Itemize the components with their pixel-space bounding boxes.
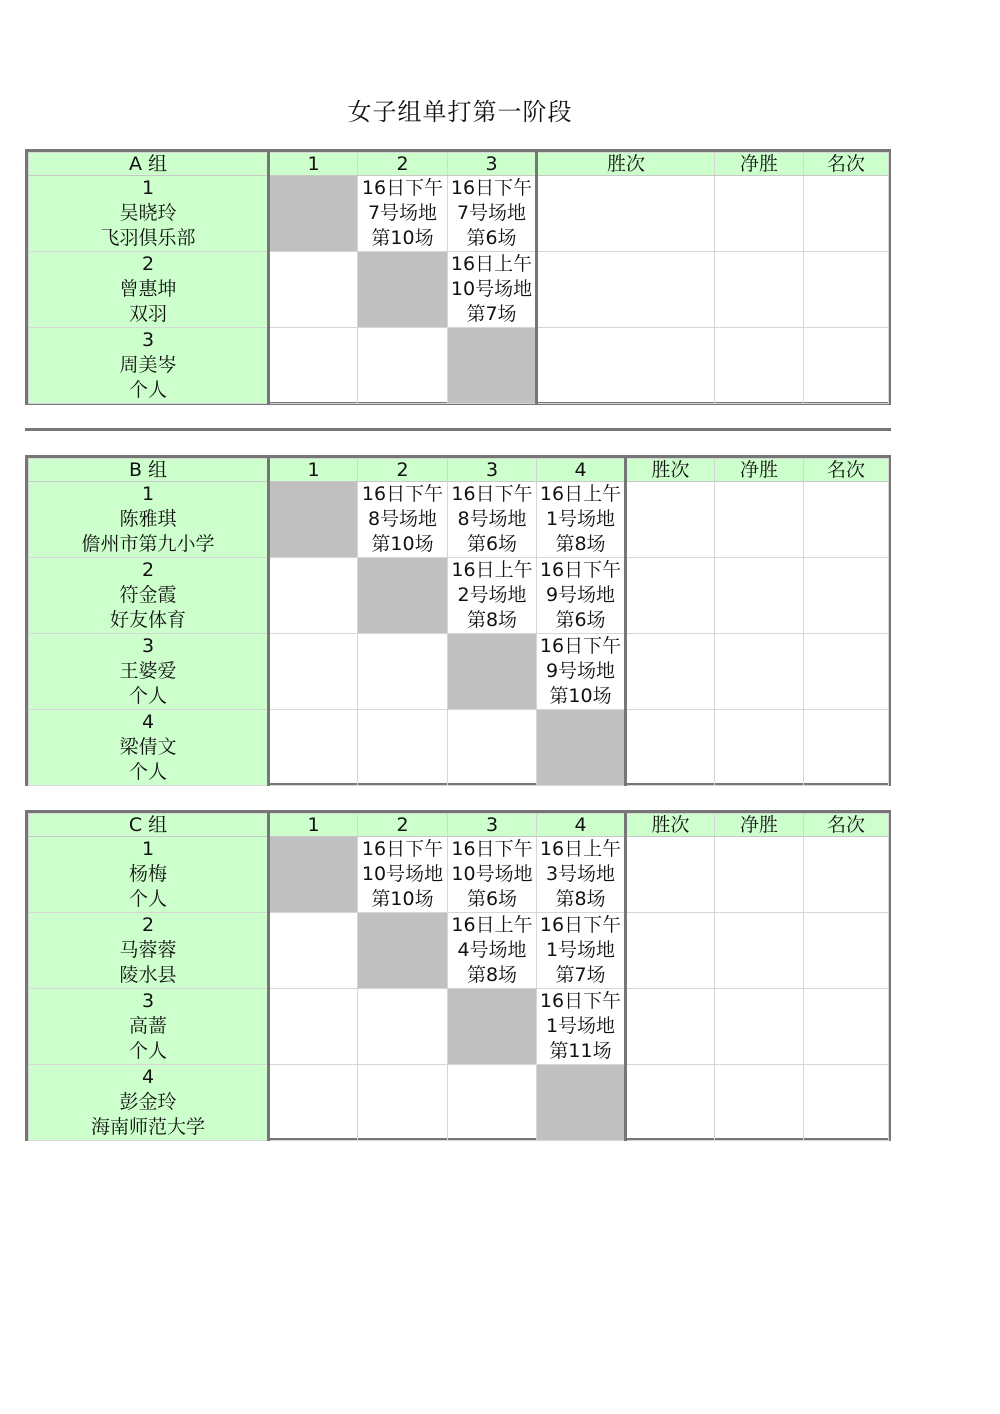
net-cell [715,710,804,786]
wins-cell [626,1065,715,1141]
group-label: C 组 [29,814,269,837]
wins-cell [537,328,715,404]
rank-cell [804,482,889,558]
rank-header: 名次 [804,814,889,837]
empty-cell [448,710,537,786]
match-cell: 16日下午 7号场地 第6场 [448,176,537,252]
diagonal-cell [269,482,358,558]
diagonal-cell [358,252,448,328]
col-header: 4 [537,814,626,837]
empty-cell [358,634,448,710]
rank-cell [804,176,889,252]
col-header: 3 [448,459,537,482]
col-header: 2 [358,814,448,837]
match-cell: 16日下午 10号场地 第6场 [448,837,537,913]
empty-cell [269,252,358,328]
net-cell [715,252,804,328]
page-title: 女子组单打第一阶段 [347,98,573,126]
net-header: 净胜 [715,459,804,482]
rank-header: 名次 [804,459,889,482]
separator-line [25,428,891,431]
net-cell [715,837,804,913]
player-cell: 3 高蔷 个人 [29,989,269,1065]
diagonal-cell [448,328,537,404]
match-cell: 16日上午 3号场地 第8场 [537,837,626,913]
empty-cell [358,989,448,1065]
col-header: 4 [537,459,626,482]
player-cell: 3 王婆爱 个人 [29,634,269,710]
net-header: 净胜 [715,153,804,176]
diagonal-cell [358,913,448,989]
net-cell [715,558,804,634]
group-c-table [25,810,891,1141]
match-cell: 16日下午 7号场地 第10场 [358,176,448,252]
rank-cell [804,558,889,634]
match-cell: 16日下午 9号场地 第10场 [537,634,626,710]
player-cell: 1 吴晓玲 飞羽俱乐部 [29,176,269,252]
player-cell: 4 彭金玲 海南师范大学 [29,1065,269,1141]
empty-cell [448,1065,537,1141]
col-header: 1 [269,459,358,482]
wins-cell [626,558,715,634]
empty-cell [269,1065,358,1141]
empty-cell [269,328,358,404]
match-cell: 16日下午 9号场地 第6场 [537,558,626,634]
empty-cell [269,634,358,710]
match-cell: 16日下午 1号场地 第11场 [537,989,626,1065]
empty-cell [269,913,358,989]
net-header: 净胜 [715,814,804,837]
player-cell: 2 曾惠坤 双羽 [29,252,269,328]
player-cell: 1 杨梅 个人 [29,837,269,913]
wins-header: 胜次 [626,814,715,837]
group-b-table [25,455,891,786]
player-cell: 3 周美岑 个人 [29,328,269,404]
player-cell: 2 马蓉蓉 陵水县 [29,913,269,989]
net-cell [715,913,804,989]
net-cell [715,634,804,710]
wins-cell [626,710,715,786]
empty-cell [358,328,448,404]
group-label: A 组 [29,153,269,176]
empty-cell [358,710,448,786]
diagonal-cell [537,710,626,786]
diagonal-cell [448,989,537,1065]
rank-cell [804,837,889,913]
player-cell: 1 陈雅琪 儋州市第九小学 [29,482,269,558]
wins-cell [537,176,715,252]
net-cell [715,176,804,252]
wins-cell [537,252,715,328]
empty-cell [269,710,358,786]
rank-cell [804,634,889,710]
col-header: 1 [269,153,358,176]
diagonal-cell [358,558,448,634]
diagonal-cell [448,634,537,710]
empty-cell [358,1065,448,1141]
match-cell: 16日下午 1号场地 第7场 [537,913,626,989]
rank-cell [804,989,889,1065]
empty-cell [269,989,358,1065]
rank-cell [804,1065,889,1141]
diagonal-cell [269,176,358,252]
rank-cell [804,710,889,786]
wins-cell [626,482,715,558]
wins-header: 胜次 [626,459,715,482]
rank-header: 名次 [804,153,889,176]
net-cell [715,989,804,1065]
wins-header: 胜次 [537,153,715,176]
match-cell: 16日上午 1号场地 第8场 [537,482,626,558]
diagonal-cell [269,837,358,913]
net-cell [715,482,804,558]
col-header: 2 [358,459,448,482]
rank-cell [804,252,889,328]
col-header: 1 [269,814,358,837]
col-header: 2 [358,153,448,176]
player-cell: 2 符金霞 好友体育 [29,558,269,634]
wins-cell [626,913,715,989]
col-header: 3 [448,814,537,837]
net-cell [715,1065,804,1141]
rank-cell [804,328,889,404]
wins-cell [626,634,715,710]
group-a-table [25,149,891,405]
wins-cell [626,989,715,1065]
match-cell: 16日下午 8号场地 第10场 [358,482,448,558]
match-cell: 16日上午 10号场地 第7场 [448,252,537,328]
rank-cell [804,913,889,989]
match-cell: 16日上午 2号场地 第8场 [448,558,537,634]
match-cell: 16日下午 10号场地 第10场 [358,837,448,913]
group-label: B 组 [29,459,269,482]
player-cell: 4 梁倩文 个人 [29,710,269,786]
net-cell [715,328,804,404]
match-cell: 16日上午 4号场地 第8场 [448,913,537,989]
match-cell: 16日下午 8号场地 第6场 [448,482,537,558]
col-header: 3 [448,153,537,176]
wins-cell [626,837,715,913]
diagonal-cell [537,1065,626,1141]
empty-cell [269,558,358,634]
